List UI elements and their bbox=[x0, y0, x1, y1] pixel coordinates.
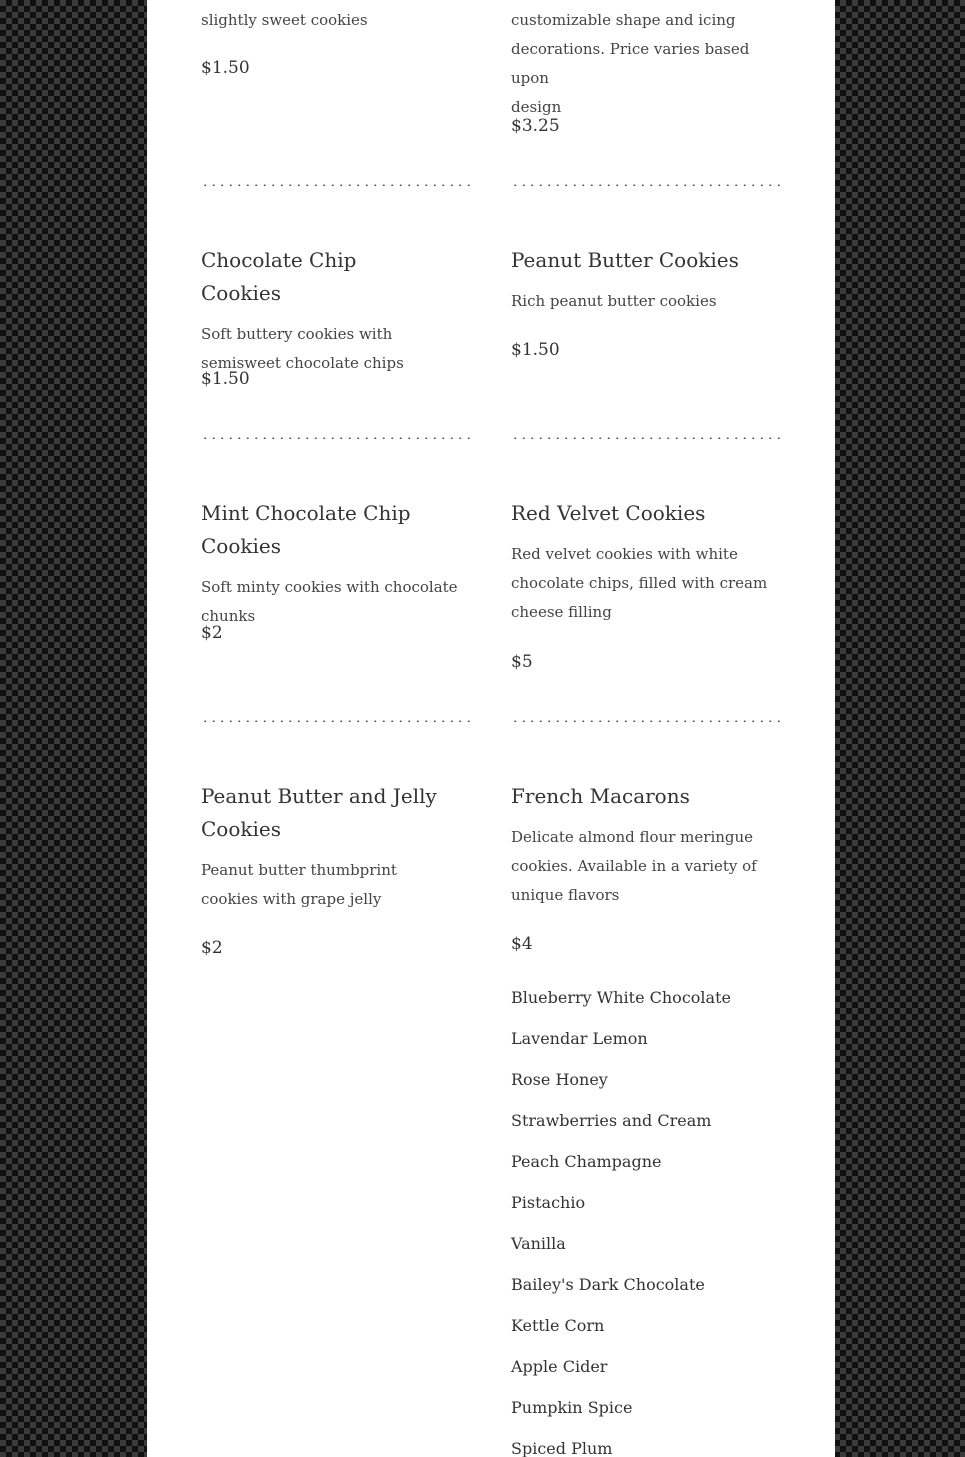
menu-item-pbj bbox=[201, 780, 441, 914]
flavor-item: Blueberry White Chocolate bbox=[511, 988, 731, 1007]
item-price: $1.50 bbox=[201, 369, 250, 389]
flavor-item: Pistachio bbox=[511, 1193, 586, 1212]
flavor-item: Pumpkin Spice bbox=[511, 1398, 633, 1417]
dotted-divider bbox=[511, 437, 781, 439]
flavor-item: Kettle Corn bbox=[511, 1316, 605, 1335]
menu-item-mint-chocolate-chip bbox=[201, 497, 476, 631]
item-title: Mint Chocolate Chip Cookies bbox=[201, 501, 411, 558]
flavor-item: Lavendar Lemon bbox=[511, 1029, 648, 1048]
item-title: French Macarons bbox=[511, 784, 690, 808]
flavor-item: Rose Honey bbox=[511, 1070, 608, 1089]
flavor-item: Peach Champagne bbox=[511, 1152, 662, 1171]
item-description-line: customizable shape and icing bbox=[511, 11, 736, 29]
dotted-divider bbox=[511, 720, 781, 722]
dotted-divider bbox=[201, 720, 471, 722]
item-description: Delicate almond flour meringue cookies. Available in a variety of unique flavors bbox=[511, 828, 757, 904]
item-price: $1.50 bbox=[511, 340, 560, 360]
menu-panel bbox=[147, 0, 835, 1457]
menu-item-french-macarons bbox=[511, 780, 776, 910]
item-price: $2 bbox=[201, 623, 223, 643]
flavor-item: Spiced Plum bbox=[511, 1439, 613, 1457]
item-title: Chocolate Chip Cookies bbox=[201, 248, 357, 305]
menu-item-peanut-butter bbox=[511, 244, 783, 316]
menu-item-partial-right bbox=[511, 0, 783, 122]
item-price: $5 bbox=[511, 652, 533, 672]
menu-item-chocolate-chip bbox=[201, 244, 431, 378]
item-title: Peanut Butter and Jelly Cookies bbox=[201, 784, 437, 841]
item-title: Peanut Butter Cookies bbox=[511, 248, 739, 272]
item-description-line: decorations. Price varies based upon bbox=[511, 40, 750, 87]
dotted-divider bbox=[511, 184, 781, 186]
item-description: slightly sweet cookies bbox=[201, 11, 368, 29]
dotted-divider bbox=[201, 184, 471, 186]
menu-item-partial-left bbox=[201, 6, 473, 35]
item-description: Peanut butter thumbprint cookies with grape jelly bbox=[201, 861, 397, 908]
item-description: Red velvet cookies with white chocolate chips, filled with cream cheese filling bbox=[511, 545, 768, 621]
dotted-divider bbox=[201, 437, 471, 439]
menu-item-red-velvet bbox=[511, 497, 776, 627]
item-description: Soft minty cookies with chocolate chunks bbox=[201, 578, 458, 625]
flavor-item: Apple Cider bbox=[511, 1357, 608, 1376]
item-price: $4 bbox=[511, 934, 533, 954]
item-price: $1.50 bbox=[201, 58, 250, 78]
item-price: $2 bbox=[201, 938, 223, 958]
flavor-item: Bailey's Dark Chocolate bbox=[511, 1275, 705, 1294]
item-description: Rich peanut butter cookies bbox=[511, 292, 717, 310]
flavor-item: Strawberries and Cream bbox=[511, 1111, 712, 1130]
item-description: Soft buttery cookies with semisweet chocolate chips bbox=[201, 325, 404, 372]
item-title: Red Velvet Cookies bbox=[511, 501, 706, 525]
item-price: $3.25 bbox=[511, 116, 560, 136]
item-description-line: design bbox=[511, 98, 562, 116]
flavor-item: Vanilla bbox=[511, 1234, 566, 1253]
